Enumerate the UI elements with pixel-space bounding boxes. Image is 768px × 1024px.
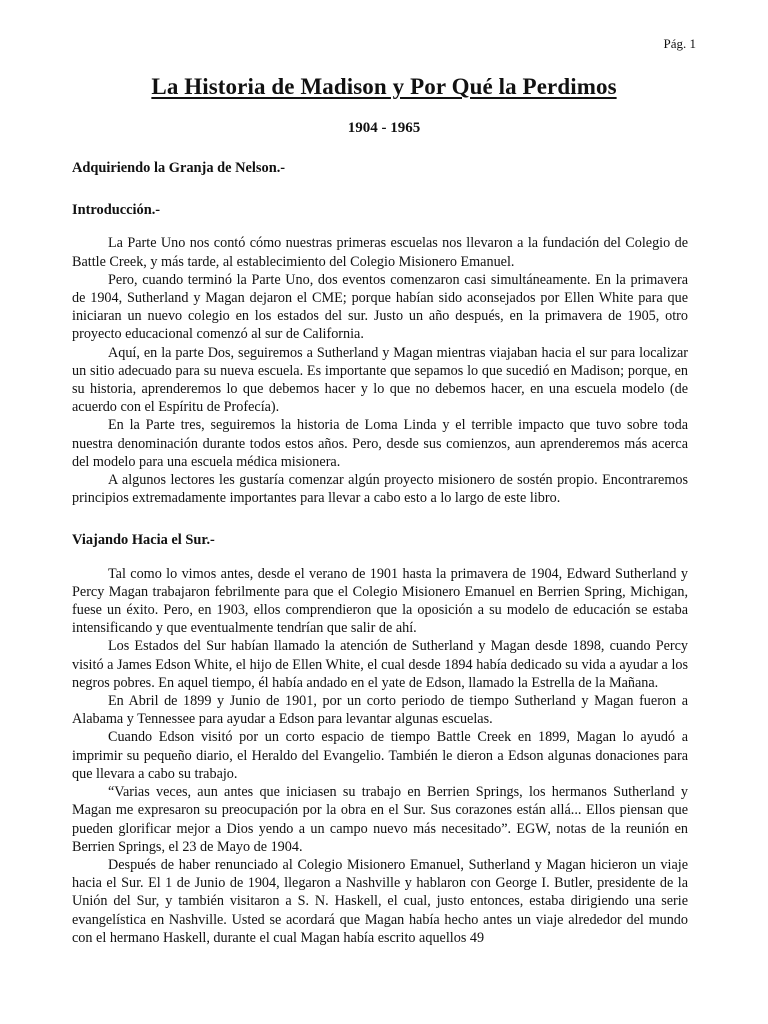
paragraph: Aquí, en la parte Dos, seguiremos a Sutherland y Magan mientras viajaban hacia el sur para localizar un sitio adecuado para su nueva escuela. Es importante que sepamos lo que sucedió en Madison; porque, en su historia, aprenderemos lo que debemos hacer y lo que no debemos hacer, en una escuela modelo (de acuerdo con el Espíritu de Profecía). bbox=[72, 344, 688, 416]
quote-paragraph: “Varias veces, aun antes que iniciasen su trabajo en Berrien Springs, los hermanos Sutherland y Magan me expresaron su preocupación por la obra en el Sur. Sus corazones están allá... Ellos piensan que pueden glorificar mejor a Dios yendo a un campo nuevo más necesitado”. EGW, notas de la reunión en Berrien Springs, el 23 de Mayo de 1904. bbox=[72, 784, 688, 855]
paragraph: En Abril de 1899 y Junio de 1901, por un corto periodo de tiempo Sutherland y Magan fueron a Alabama y Tennessee para ayudar a Edson para levantar algunas escuelas. bbox=[72, 693, 688, 728]
section-heading-south: Viajando Hacia el Sur.- bbox=[72, 532, 215, 549]
paragraph: Tal como lo vimos antes, desde el verano de 1901 hasta la primavera de 1904, Edward Sutherland y Percy Magan trabajaron febrilmente para que el Colegio Misionero Emanuel en Berrien Spring, Michigan, fuese un éxito. Pero, en 1903, ellos comprendieron que la oposición a su modelo de educación se estaba intensificando y que eventualmente tendrían que salir de ahí. bbox=[72, 565, 688, 637]
paragraph: Pero, cuando terminó la Parte Uno, dos eventos comenzaron casi simultáneamente. En la primavera de 1904, Sutherland y Magan dejaron el CME; porque habían sido aconsejados por Ellen White para que iniciaran un nuevo colegio en los estados del sur. Justo un año después, en la primavera de 1905, otro proyecto educacional comenzó al sur de California. bbox=[72, 271, 688, 343]
document-title: La Historia de Madison y Por Qué la Perdimos bbox=[151, 74, 617, 99]
document-body bbox=[72, 150, 688, 947]
paragraph: A algunos lectores les gustaría comenzar algún proyecto misionero de sostén propio. Encontraremos principios extremadamente importantes para llevar a cabo esto a lo largo de este libro. bbox=[72, 472, 688, 507]
section-heading-intro: Introducción.- bbox=[72, 202, 161, 219]
paragraph: Los Estados del Sur habían llamado la atención de Sutherland y Magan desde 1898, cuando Percy visitó a James Edson White, el hijo de Ellen White, el cual desde 1894 había dedicado su vida a ayudar a los negros pobres. En aquel tiempo, él había andado en el yate de Edson, llamado la Estrella de la Mañana. bbox=[72, 638, 688, 691]
paragraph: Cuando Edson visitó por un corto espacio de tiempo Battle Creek en 1899, Magan lo ayudó a imprimir su pequeño diario, el Heraldo del Evangelio. También le dieron a Edson algunas donaciones para que llevara a cabo su trabajo. bbox=[72, 729, 688, 782]
paragraph: Después de haber renunciado al Colegio Misionero Emanuel, Sutherland y Magan hicieron un viaje hacia el Sur. El 1 de Junio de 1904, llegaron a Nashville y hablaron con George I. Butler, presidente de la Unión del Sur, y también visitaron a S. N. Haskell, el cual, justo entonces, estaba dirigiendo una serie evangelística en Nashville. Usted se acordará que Magan había hecho antes un viaje alrededor del mundo con el hermano Haskell, durante el cual Magan había escrito aquellos 49 bbox=[72, 856, 688, 946]
section-heading-acquiring: Adquiriendo la Granja de Nelson.- bbox=[72, 160, 286, 176]
paragraph: En la Parte tres, seguiremos la historia de Loma Linda y el terrible impacto que tuvo sobre toda nuestra denominación durante todos estos años. Pero, desde sus comienzos, aun aprenderemos más acerca del modelo para una escuela médica misionera. bbox=[72, 417, 688, 470]
paragraph: La Parte Uno nos contó cómo nuestras primeras escuelas nos llevaron a la fundación del Colegio de Battle Creek, y más tarde, al establecimiento del Colegio Misionero Emanuel. bbox=[72, 235, 688, 270]
page-number: Pág. 1 bbox=[663, 36, 696, 51]
year-range: 1904 - 1965 bbox=[347, 120, 421, 136]
